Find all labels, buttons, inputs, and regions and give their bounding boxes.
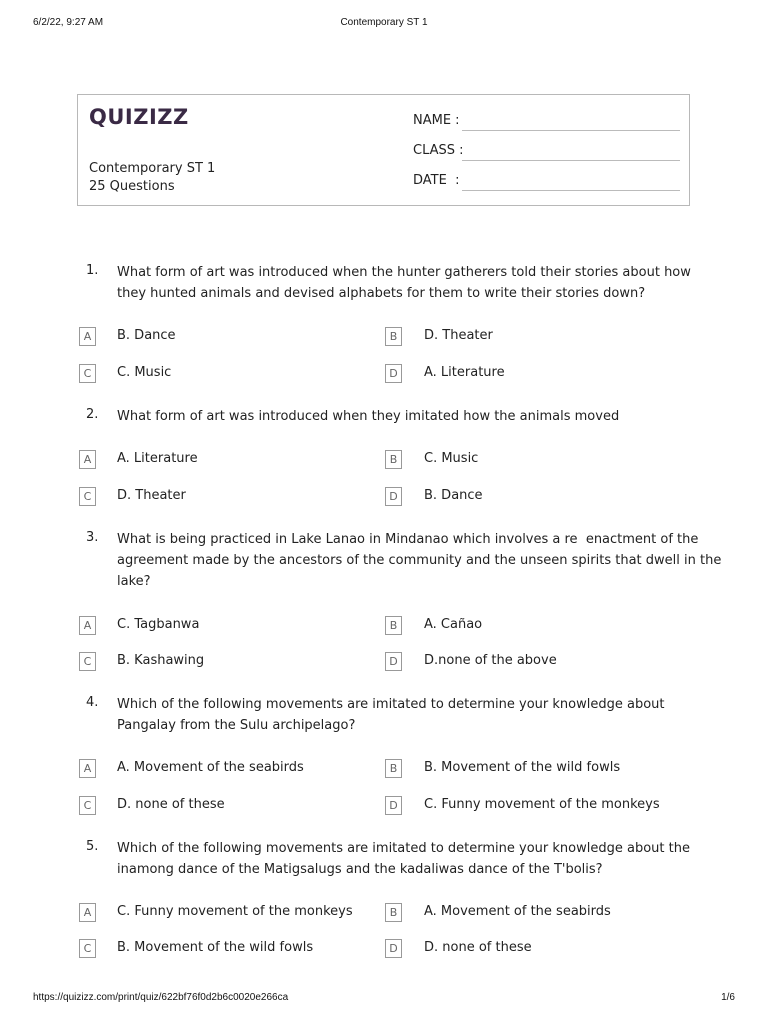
option-c-text: D. Theater xyxy=(117,488,186,503)
name-field[interactable] xyxy=(462,130,680,131)
option-a-box[interactable]: A xyxy=(79,450,96,469)
question-text xyxy=(117,838,697,880)
option-b-text: A. Cañao xyxy=(424,617,483,632)
option-a-box[interactable]: A xyxy=(79,759,96,778)
question-count: 25 Questions xyxy=(89,179,175,194)
option-b-text: A. Movement of the seabirds xyxy=(424,904,611,919)
question-number: 5. xyxy=(86,839,99,854)
option-b-box[interactable]: B xyxy=(385,759,402,778)
print-datetime: 6/2/22, 9:27 AM xyxy=(33,17,104,28)
option-c-box[interactable]: C xyxy=(79,364,96,383)
option-a-text: C. Tagbanwa xyxy=(117,617,200,632)
option-c-text: C. Music xyxy=(117,365,172,380)
option-d-text: B. Dance xyxy=(424,488,483,503)
print-footer xyxy=(0,992,768,1006)
option-c-box[interactable]: C xyxy=(79,939,96,958)
option-d-text: D. none of these xyxy=(424,940,532,955)
question-text xyxy=(117,529,722,592)
option-d-text: C. Funny movement of the monkeys xyxy=(424,797,660,812)
question-number: 4. xyxy=(86,695,99,710)
question-number: 2. xyxy=(86,407,99,422)
option-c-box[interactable]: C xyxy=(79,652,96,671)
option-a-text: B. Dance xyxy=(117,328,176,343)
question-line: What form of art was introduced when they imitated how the animals moved xyxy=(117,409,620,424)
question-line: lake? xyxy=(117,574,151,589)
option-c-text: B. Kashawing xyxy=(117,653,205,668)
option-b-box[interactable]: B xyxy=(385,616,402,635)
option-a-box[interactable]: A xyxy=(79,903,96,922)
option-a-box[interactable]: A xyxy=(79,327,96,346)
option-d-box[interactable]: D xyxy=(385,364,402,383)
print-title: Contemporary ST 1 xyxy=(340,17,428,28)
option-a-text: A. Movement of the seabirds xyxy=(117,760,304,775)
option-d-box[interactable]: D xyxy=(385,652,402,671)
question-line: Which of the following movements are imitated to determine your knowledge about the xyxy=(117,841,690,856)
question-text xyxy=(117,694,697,736)
option-a-text: A. Literature xyxy=(117,451,198,466)
option-b-text: D. Theater xyxy=(424,328,493,343)
print-header xyxy=(0,17,768,31)
question-line: they hunted animals and devised alphabets for them to write their stories down? xyxy=(117,286,646,301)
option-b-box[interactable]: B xyxy=(385,450,402,469)
option-b-text: B. Movement of the wild fowls xyxy=(424,760,621,775)
quiz-title: Contemporary ST 1 xyxy=(89,161,216,176)
quiz-info-box xyxy=(77,94,690,206)
question-line: Pangalay from the Sulu archipelago? xyxy=(117,718,356,733)
name-label: NAME : xyxy=(413,113,460,128)
class-label: CLASS : xyxy=(413,143,464,158)
option-d-box[interactable]: D xyxy=(385,796,402,815)
option-c-box[interactable]: C xyxy=(79,796,96,815)
date-field[interactable] xyxy=(462,190,680,191)
question-line: agreement made by the ancestors of the community and the unseen spirits that dwell in the xyxy=(117,553,722,568)
option-b-text: C. Music xyxy=(424,451,479,466)
option-d-box[interactable]: D xyxy=(385,939,402,958)
class-field[interactable] xyxy=(462,160,680,161)
quizizz-logo: QUIZIZZ xyxy=(89,105,189,129)
option-c-box[interactable]: C xyxy=(79,487,96,506)
question-line: What is being practiced in Lake Lanao in Mindanao which involves a re enactment of the xyxy=(117,532,699,547)
print-url[interactable]: https://quizizz.com/print/quiz/622bf76f0d2b6c0020e266ca xyxy=(33,992,289,1003)
option-b-box[interactable]: B xyxy=(385,327,402,346)
option-a-text: C. Funny movement of the monkeys xyxy=(117,904,353,919)
option-c-text: B. Movement of the wild fowls xyxy=(117,940,314,955)
option-d-text: D.none of the above xyxy=(424,653,557,668)
question-line: inamong dance of the Matigsalugs and the kadaliwas dance of the T'bolis? xyxy=(117,862,603,877)
option-c-text: D. none of these xyxy=(117,797,225,812)
option-a-box[interactable]: A xyxy=(79,616,96,635)
date-label: DATE : xyxy=(413,173,460,188)
option-b-box[interactable]: B xyxy=(385,903,402,922)
question-number: 3. xyxy=(86,530,99,545)
option-d-text: A. Literature xyxy=(424,365,505,380)
question-number: 1. xyxy=(86,263,99,278)
option-d-box[interactable]: D xyxy=(385,487,402,506)
question-line: What form of art was introduced when the hunter gatherers told their stories about how xyxy=(117,265,691,280)
question-line: Which of the following movements are imitated to determine your knowledge about xyxy=(117,697,665,712)
question-text xyxy=(117,406,697,427)
question-text xyxy=(117,262,697,304)
page-number: 1/6 xyxy=(721,992,735,1003)
